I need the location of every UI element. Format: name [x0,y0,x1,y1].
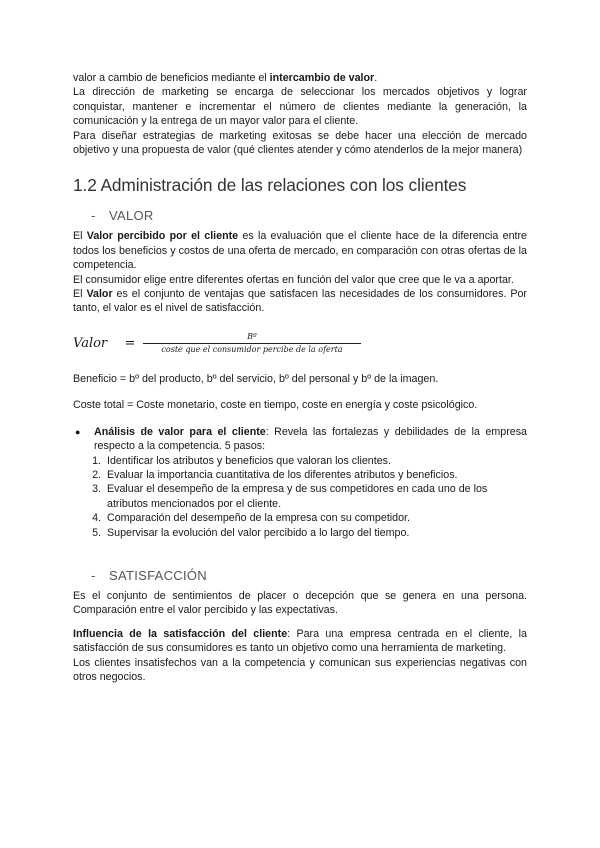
bold-term: intercambio de valor [269,72,375,84]
list-text: Identificar los atributos y beneficios que valoran los clientes. [107,454,391,467]
text: El [73,288,87,301]
formula-fraction [143,332,361,355]
list-number: 1. [92,454,101,467]
text: es el conjunto de ventajas que satisfacen las necesidades de los consumidores. Por tanto, el valor es el nivel de satisfacción. [73,288,527,315]
satisfaccion-paragraph-1: Es el conjunto de sentimientos de placer o decepción que se genera en una persona. Comparación entre el valor percibido y las expectativas. [73,589,527,617]
analisis-text [94,425,527,454]
subsection-title: VALOR [109,208,154,224]
valor-formula [73,324,527,364]
bold-term: Valor percibido por el cliente [86,230,239,243]
valor-paragraph-2: El consumidor elige entre diferentes ofertas en función del valor que cree que le va a aportar. [73,273,514,286]
satisfaccion-paragraph-2 [73,627,527,656]
list-text: Evaluar la importancia cuantitativa de los diferentes atributos y beneficios. [107,468,458,481]
list-item [73,526,527,540]
text: El [73,230,87,243]
intro-paragraph-1 [73,71,527,85]
valor-paragraph-1 [73,229,527,272]
subsection-satisfaccion-heading [91,567,527,585]
analisis-steps-list [73,454,527,540]
document-page [73,71,527,684]
beneficio-line: Beneficio = bº del producto, bº del servicio, bº del personal y bº de la imagen. [73,372,439,385]
dash: - [91,567,96,583]
text: : Para una empresa centrada en el cliente, la satisfacción de sus consumidores es tanto un objetivo como una herramienta de marketing. [73,627,527,655]
valor-paragraph-3 [73,287,527,316]
bold-term: Análisis de valor para el cliente [94,425,266,438]
intro-paragraph-3: Para diseñar estrategias de marketing exitosas se debe hacer una elección de mercado objetivo y una propuesta de valor (qué clientes atender y cómo atenderlos de la mejor manera) [73,129,527,157]
formula-denominator: coste que el consumidor percibe de la oferta [161,345,343,355]
bullet-icon: ● [75,426,81,437]
subsection-title: SATISFACCIÓN [109,567,207,583]
intro-paragraph-2: La dirección de marketing se encarga de seleccionar los mercados objetivos y lograr conquistar, mantener e incrementar el número de clientes mediante la generación, la comunicación y la entrega de un mayor valor para el cliente. [73,86,527,128]
list-text: Comparación del desempeño de la empresa con su competidor. [107,512,410,525]
formula-numerator: Bº [247,332,257,342]
list-number: 2. [92,468,101,481]
satisfaccion-paragraph-3: Los clientes insatisfechos van a la competencia y comunican sus experiencias negativas con otros negocios. [73,656,527,683]
formula-lhs: Valor [73,336,108,352]
text: valor a cambio de beneficios mediante el [73,72,270,84]
text: . [374,72,378,84]
list-number: 5. [92,526,101,539]
section-heading: 1.2 Administración de las relaciones con los clientes [73,175,467,196]
bold-term: Valor [86,288,113,301]
text: : Revela las fortalezas y debilidades de la empresa respecto a la competencia. 5 pasos: [94,425,527,453]
text: es la evaluación que el cliente hace de la diferencia entre todos los beneficios y costos de una oferta de mercado, en comparación con otras ofertas de la competencia. [73,230,527,272]
list-item [73,511,527,525]
analisis-bullet-item [73,425,527,454]
dash: - [91,208,96,224]
formula-equals: = [124,336,136,352]
list-item [73,454,527,468]
list-item [73,468,527,482]
list-text: Evaluar el desempeño de la empresa y de sus competidores en cada uno de los atributos mencionados por el cliente. [107,483,488,510]
bold-term: Influencia de la satisfacción del cliente [73,627,288,640]
fraction-bar [143,343,361,344]
list-number: 3. [92,483,101,496]
subsection-valor-heading [91,207,527,225]
list-item [73,482,527,511]
list-number: 4. [92,512,101,525]
list-text: Supervisar la evolución del valor percibido a lo largo del tiempo. [107,526,410,539]
coste-line: Coste total = Coste monetario, coste en tiempo, coste en energía y coste psicológico. [73,399,478,412]
